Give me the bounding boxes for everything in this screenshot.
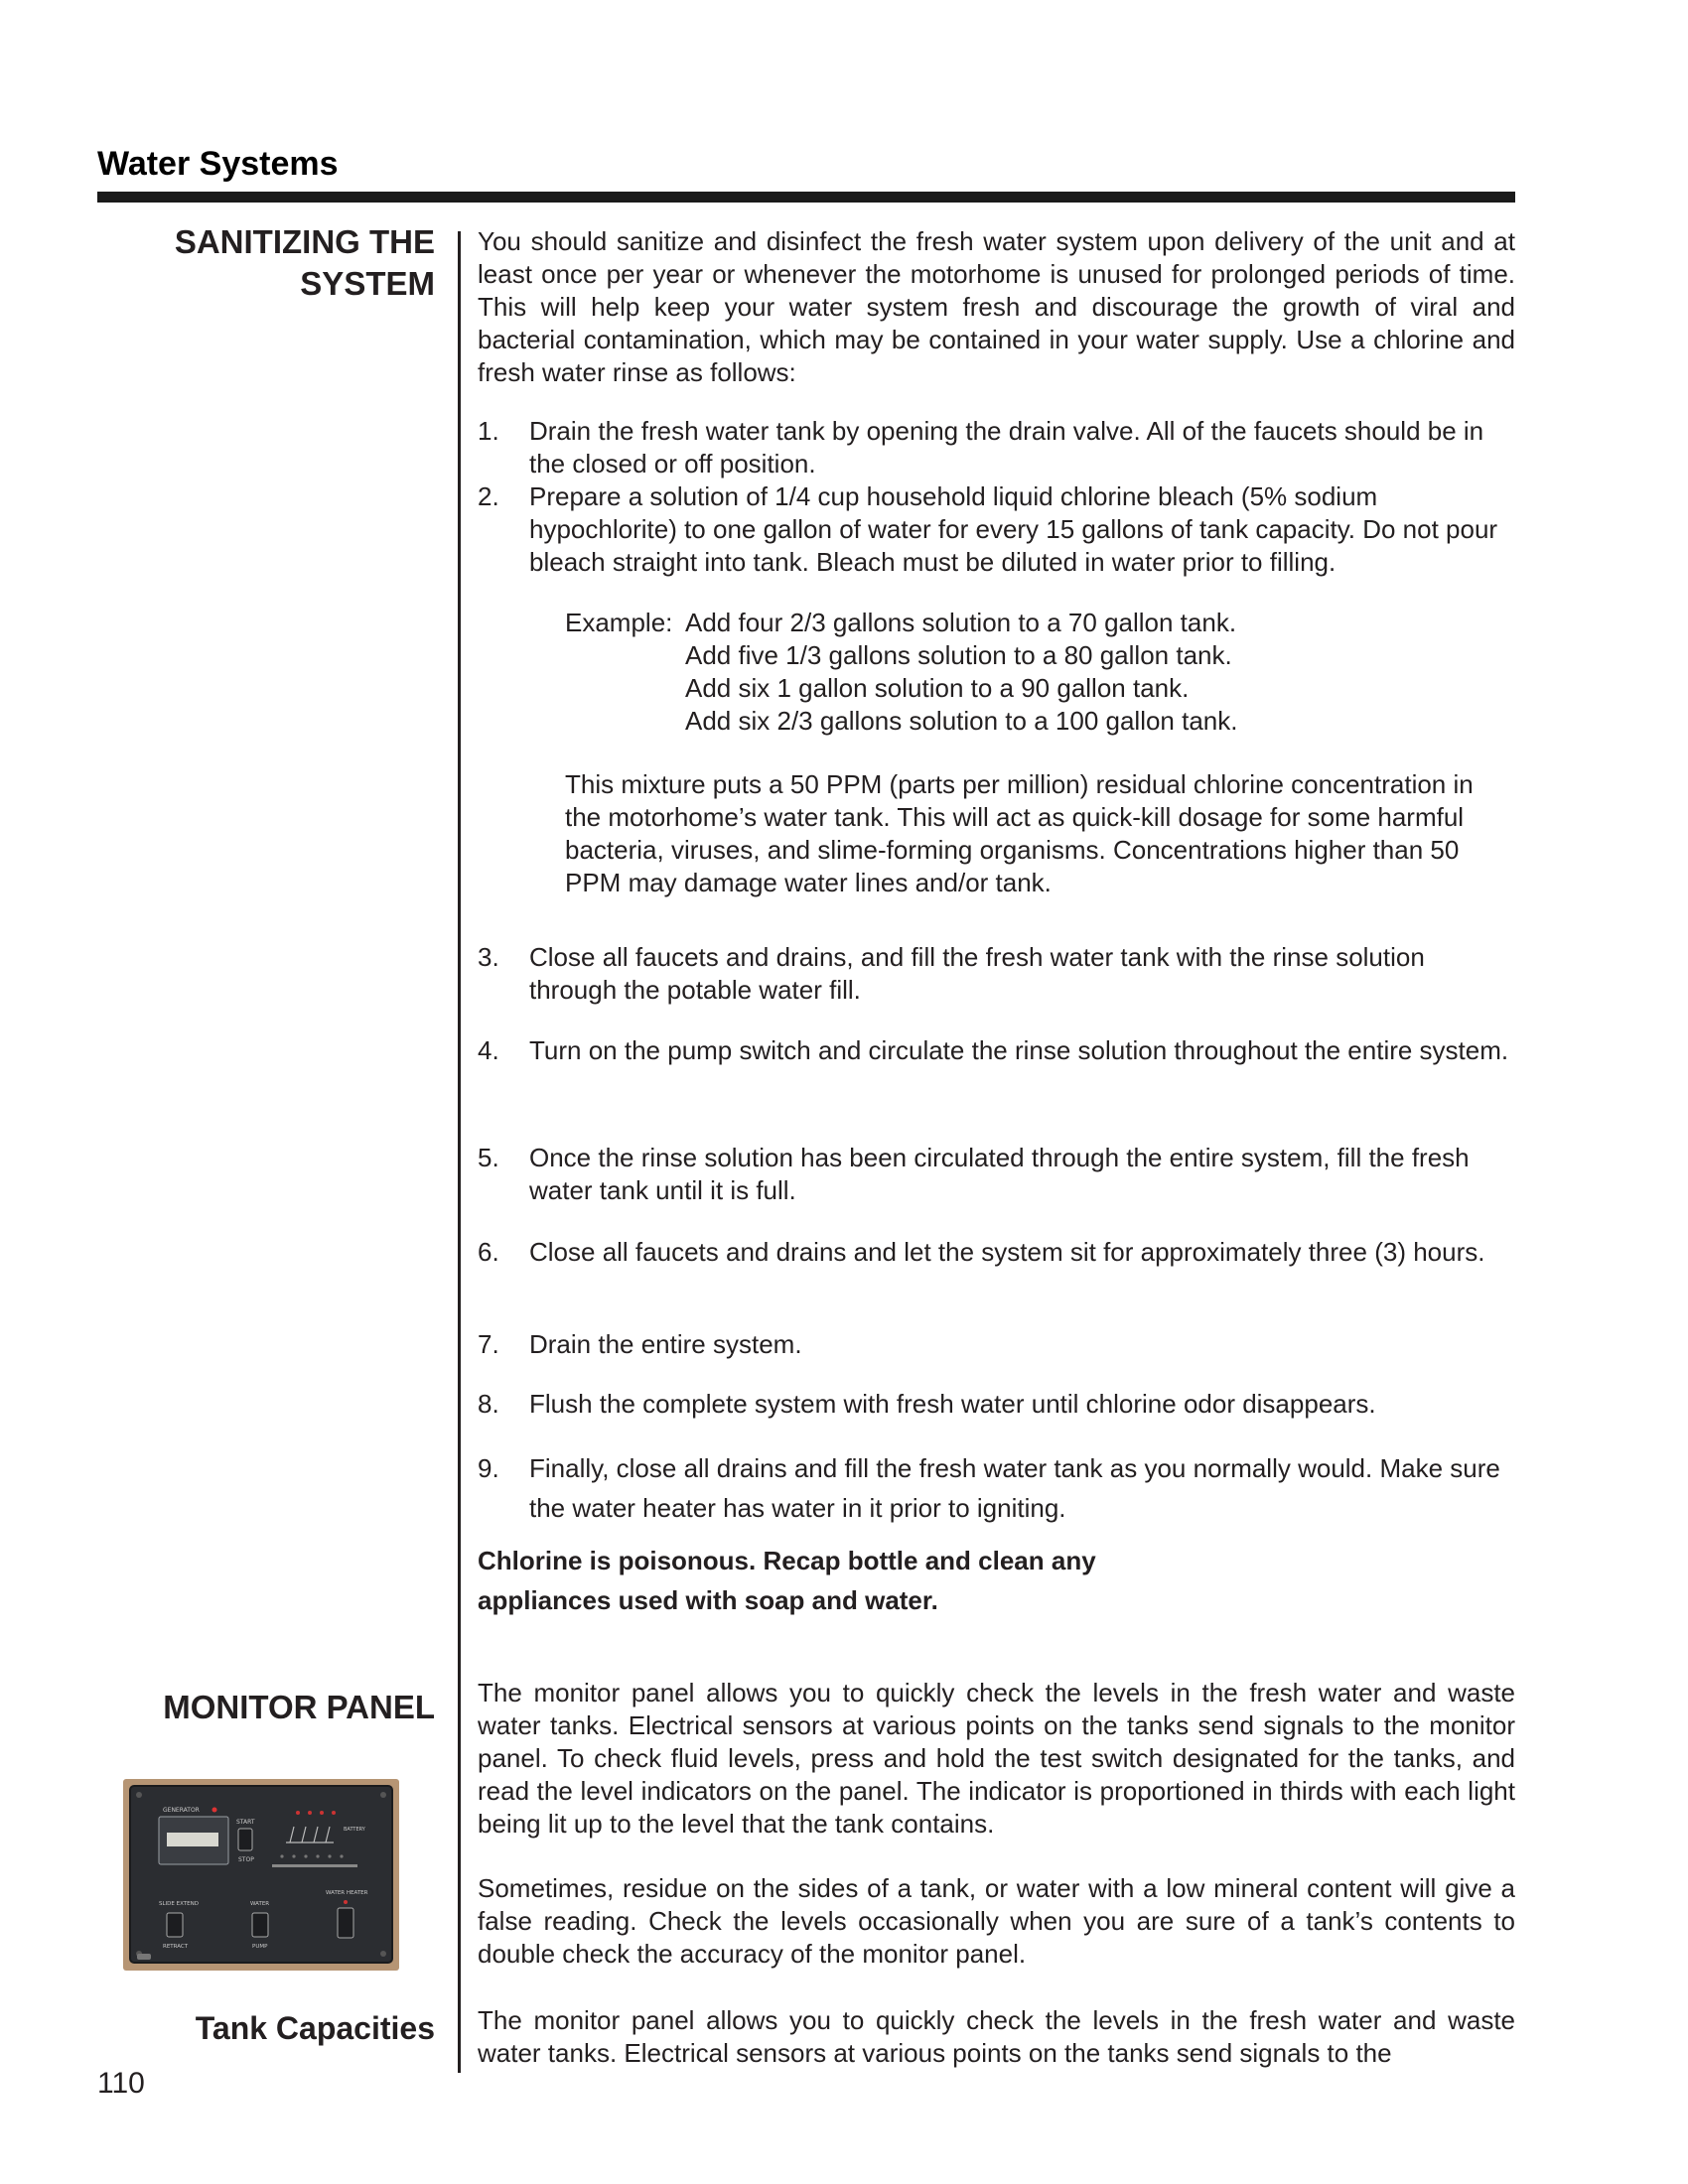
step-number: 2.	[478, 481, 499, 511]
step-text: Close all faucets and drains, and fill the fresh water tank with the rinse solution through the potable water fill.	[529, 942, 1425, 1005]
mixture-note: This mixture puts a 50 PPM (parts per million) residual chlorine concentration in the motorhome’s water tank. This will act as quick-kill dosage for some harmful bacteria, viruses, and slime-forming organisms. Concentrations higher than 50 PPM may damage water lines and/or tank.	[565, 769, 1474, 897]
monitor-panel-paragraph1: The monitor panel allows you to quickly check the levels in the fresh water and waste water tanks. Electrical sensors at various points on the tanks send signals to the monitor panel. To check fluid levels, press and hold the test switch designated for the tanks, and read the level indicators on the panel. The indicator is proportioned in thirds with each light being lit up to the level that the tank contains.	[478, 1678, 1515, 1839]
step-number: 6.	[478, 1237, 499, 1267]
warning-line1: Chlorine is poisonous. Recap bottle and clean any	[478, 1546, 1096, 1575]
monitor-panel-photo	[123, 1779, 399, 1971]
svg-text:WATER: WATER	[250, 1901, 270, 1907]
step-text: Finally, close all drains and fill the fresh water tank as you normally would. Make sure the water heater has water in it prior to igniting.	[529, 1453, 1500, 1523]
monitor-panel-paragraph2: Sometimes, residue on the sides of a tank, or water with a low mineral content will give a false reading. Check the levels occasionally when you are sure of a tank’s contents to double check the accuracy of the monitor panel.	[478, 1873, 1515, 1969]
step-text: Drain the fresh water tank by opening the drain valve. All of the faucets should be in the closed or off position.	[529, 416, 1484, 478]
warning-line2: appliances used with soap and water.	[478, 1585, 938, 1615]
sanitizing-intro: You should sanitize and disinfect the fresh water system upon delivery of the unit and at least once per year or whenever the motorhome is unused for prolonged periods of time. This will help keep your water system fresh and discourage the growth of viral and bacterial contamination, which may be contained in your water supply. Use a chlorine and fresh water rinse as follows:	[478, 226, 1515, 387]
chlorine-warning	[478, 1541, 1515, 1620]
page-number: 110	[97, 2067, 145, 2100]
section-title: Water Systems	[97, 145, 339, 183]
svg-text:START: START	[236, 1819, 255, 1826]
step-text: Close all faucets and drains and let the system sit for approximately three (3) hours.	[529, 1237, 1485, 1267]
step-number: 8.	[478, 1389, 499, 1419]
example-line: Add six 2/3 gallons solution to a 100 gallon tank.	[685, 706, 1238, 736]
step-number: 3.	[478, 942, 499, 972]
example-line: Add five 1/3 gallons solution to a 80 gallon tank.	[685, 640, 1232, 670]
step-number: 5.	[478, 1143, 499, 1172]
sanitizing-heading-line1: SANITIZING THE	[174, 223, 435, 260]
step-text: Prepare a solution of 1/4 cup household liquid chlorine bleach (5% sodium hypochlorite) to one gallon of water for every 15 gallons of tank capacity. Do not pour bleach straight into tank. Bleach must be diluted in water prior to filling.	[529, 481, 1498, 577]
tank-capacities-heading: Tank Capacities	[195, 2010, 435, 2046]
step-text: Turn on the pump switch and circulate the rinse solution throughout the entire system.	[529, 1035, 1509, 1065]
column-divider	[458, 231, 461, 2073]
svg-text:GENERATOR: GENERATOR	[163, 1807, 200, 1814]
svg-text:RETRACT: RETRACT	[163, 1944, 189, 1950]
step-number: 1.	[478, 416, 499, 446]
svg-text:WATER HEATER: WATER HEATER	[326, 1890, 368, 1896]
sanitizing-heading	[175, 221, 435, 305]
example-line: Add six 1 gallon solution to a 90 gallon tank.	[685, 673, 1190, 703]
monitor-panel-heading: MONITOR PANEL	[163, 1689, 435, 1725]
step-text: Flush the complete system with fresh water until chlorine odor disappears.	[529, 1389, 1376, 1419]
example-line: Add four 2/3 gallons solution to a 70 gallon tank.	[685, 608, 1237, 637]
sanitizing-heading-line2: SYSTEM	[300, 265, 435, 302]
monitor-panel-illustration	[123, 1779, 399, 1971]
tank-capacities-paragraph: The monitor panel allows you to quickly check the levels in the fresh water and waste water tanks. Electrical sensors at various points on the tanks send signals to the	[478, 2005, 1515, 2068]
svg-text:BATTERY: BATTERY	[344, 1827, 365, 1833]
svg-text:SLIDE EXTEND: SLIDE EXTEND	[159, 1901, 199, 1907]
step-number: 4.	[478, 1035, 499, 1065]
step-number: 9.	[478, 1453, 499, 1483]
step-number: 7.	[478, 1329, 499, 1359]
step-text: Drain the entire system.	[529, 1329, 802, 1359]
svg-text:PUMP: PUMP	[252, 1944, 268, 1950]
svg-text:STOP: STOP	[238, 1856, 254, 1863]
step-text: Once the rinse solution has been circulated through the entire system, fill the fresh water tank until it is full.	[529, 1143, 1470, 1205]
header-rule	[97, 192, 1515, 203]
example-label: Example:	[565, 608, 673, 637]
